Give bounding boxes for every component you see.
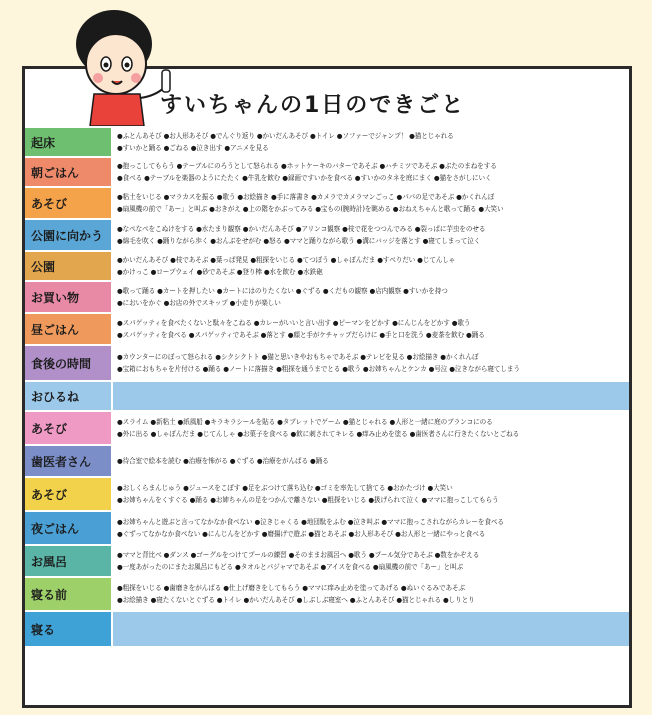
activity-line: ●おしくらまんじゅう ●ジュースをこぼす ●足をぶつけて落ち込む ●ゴミを率先して捨てる ●おかたづけ ●大笑い <box>117 484 453 492</box>
activity-line: ●食べる ●テーブルを楽器のようにたたく ●牛乳を飲む ●録画ですいかを食べる ●すいかのタネを庭にまく ●猫をさがしにいく <box>117 174 492 182</box>
activity-line: ●かけっこ ●ロープウェイ ●砂であそぶ ●登り棒 ●水を飲む ●水鉄砲 <box>117 268 323 276</box>
activity-line: ●ふとんあそび ●お人形あそび ●でんぐり返り ●かいだんあそび ●トイレ ●ソファーでジャンプ！ ●猫とじゃれる <box>117 132 454 140</box>
row-activities <box>111 446 629 476</box>
row-label: 昼ごはん <box>25 314 111 344</box>
activity-line: ●宝箱におもちゃを片付ける ●踊る ●ノートに落描き ●粗探を通うまでとる ●歌う ●お姉ちゃんとケンカ ●号泣 ●泣きながら寝てしまう <box>117 365 520 373</box>
row-label: 夜ごはん <box>25 512 111 544</box>
activity-line: ●においをかぐ ●お店の外でスキップ ●小走りが楽しい <box>117 299 281 307</box>
row-label: 寝る前 <box>25 578 111 610</box>
schedule-row <box>25 544 629 576</box>
activity-line: ●綿毛を吹く ●踊りながら歩く ●おんぶをせがむ ●怒る ●ママと踊りながら歌う ●溝にバッジを落とす ●寝てしまって泣く <box>117 237 481 245</box>
row-activities <box>111 128 629 156</box>
row-label: 公園 <box>25 252 111 280</box>
activity-line: ●一度あがったのにまたお風呂にもどる ●タオルとパジャマであそぶ ●アイスを食べる ●扇風機の前で「あー」と叫ぶ <box>117 563 464 571</box>
schedule-row <box>25 380 629 410</box>
row-activities <box>111 412 629 444</box>
row-activities <box>111 220 629 250</box>
schedule-row <box>25 186 629 218</box>
activity-line: ●お姉ちゃんと遊ぶと言ってなかなか食べない ●泣きじゃくる ●地団駄をふむ ●泣き叫ぶ ●ママに抱っこされながらカレーを食べる <box>117 518 504 526</box>
schedule-row <box>25 250 629 280</box>
activity-line: ●ママと背比べ ●ダンス ●ゴーグルをつけてプールの練習 ●そのままお風呂へ ●歌う ●プール気分であそぶ ●数をかぞえる <box>117 551 480 559</box>
activity-line: ●なぺなぺをこぬけをする ●水たまり観察 ●かいだんあそび ●アリンコ観察 ●枝で花をつつんでみる ●裂っぱに芋虫をのせる <box>117 225 486 233</box>
row-activities <box>111 578 629 610</box>
schedule-row <box>25 126 629 156</box>
row-label: あそび <box>25 412 111 444</box>
row-label: あそび <box>25 188 111 218</box>
row-activities <box>111 158 629 186</box>
row-activities <box>111 252 629 280</box>
row-label: お買い物 <box>25 282 111 312</box>
activity-line: ●お絵描き ●寝たくないとぐずる ●トイレ ●かいだんあそび ●しぶしぶ寝室へ ●ふとんあそび ●猫とじゃれる ●しりとり <box>117 596 475 604</box>
row-label: 歯医者さん <box>25 446 111 476</box>
activity-line: ●すいかと踊る ●ごねる ●泣き出す ●アニメを見る <box>117 144 269 152</box>
row-label: おひるね <box>25 382 111 410</box>
activity-line: ●待合室で絵本を読む ●治療を怖がる ●ぐずる ●治療をがんばる ●踊る <box>117 457 329 465</box>
row-label: 寝る <box>25 612 111 646</box>
activity-line: ●カウンターにのぼって怒られる ●シクシクトト ●猫と思いきやおもちゃであそぶ ●テレビを見る ●お絵描き ●かくれんぼ <box>117 353 479 361</box>
activity-line: ●お姉ちゃんをくすぐる ●踊る ●お姉ちゃんの足をつかんで離さない ●粗探をいじる ●扱げられて泣く ●ママに抱っこしてもらう <box>117 496 499 504</box>
row-label: 起床 <box>25 128 111 156</box>
schedule-row <box>25 344 629 380</box>
schedule-row <box>25 156 629 186</box>
activity-line: ●抱っこしてもらう ●テーブルにのろうとして怒られる ●ホットケーキのバターであそぶ ●ハチミツであそぶ ●ぶたのまねをする <box>117 162 497 170</box>
row-label: 朝ごはん <box>25 158 111 186</box>
schedule-row <box>25 410 629 444</box>
schedule-table <box>25 126 629 646</box>
row-activities <box>111 612 629 646</box>
row-label: あそび <box>25 478 111 510</box>
schedule-row <box>25 218 629 250</box>
row-activities <box>111 314 629 344</box>
activity-line: ●スパゲッティを食べる ●スパゲッティであそぶ ●落とす ●顔と手がケチャップだらけに ●手と口を洗う ●麦茶を飲む ●踊る <box>117 331 485 339</box>
row-activities <box>111 512 629 544</box>
activity-line: ●スライム ●新粘土 ●紙風船 ●キラキラシールを貼る ●タブレットでゲーム ●猫とじゃれる ●人形と一緒に庭のブランコにのる <box>117 418 493 426</box>
activity-line: ●ぐずってなかなか食べない ●にんじんをどかす ●磨揚げで遊ぶ ●猫とあそぶ ●お人形あそび ●お人形と一緒にやっと食べる <box>117 530 486 538</box>
activity-line: ●歌って踊る ●カートを押したい ●カートにはのりたくない ●ぐずる ●くだもの観察 ●店内観察 ●すいかを持つ <box>117 287 448 295</box>
row-activities <box>111 546 629 576</box>
schedule-row <box>25 312 629 344</box>
schedule-row <box>25 576 629 610</box>
row-activities <box>111 382 629 410</box>
activity-line: ●扇風機の前で「あー」と叫ぶ ●おきがえ ●上の階をかぶってみる ●宝もの(腕時計)を眺める ●おねえちゃんと歌って踊る ●大笑い <box>117 205 504 213</box>
activity-line: ●スパゲッティを食べたくないと駄々をこねる ●カレーがいいと言い出す ●ピーマンをどかす ●にんじんをどかす ●歌う <box>117 319 471 327</box>
activity-line: ●粗探をいじる ●歯磨きをがんばる ●仕上げ磨きをしてもらう ●ママに痒み止めを塗ってあげる ●ぬいぐるみであそぶ <box>117 584 465 592</box>
schedule-row <box>25 280 629 312</box>
activity-line: ●外に出る ●しゃぼんだま ●じてんしゃ ●お菓子を食べる ●飲に刺されてキレる ●痒み止めを塗る ●歯医者さんに行きたくないとごねる <box>117 430 520 438</box>
row-activities <box>111 282 629 312</box>
schedule-row <box>25 476 629 510</box>
row-label: 公園に向かう <box>25 220 111 250</box>
activity-line: ●粘土をいじる ●マラカスを振る ●歌う ●お絵描き ●手に落書き ●カメラでカメラマンごっこ ●パパの足であそぶ ●かくれんぼ <box>117 193 495 201</box>
row-label: お風呂 <box>25 546 111 576</box>
schedule-row <box>25 444 629 476</box>
row-activities <box>111 346 629 380</box>
row-activities <box>111 478 629 510</box>
row-activities <box>111 188 629 218</box>
activity-line: ●かいだんあそび ●枝であそぶ ●葉っぱ発見 ●粗探をいじる ●てつぼう ●しゃぼんだま ●すべりだい ●じてんしゃ <box>117 256 456 264</box>
row-label: 食後の時間 <box>25 346 111 380</box>
schedule-row <box>25 510 629 544</box>
schedule-row <box>25 610 629 646</box>
page-title: すいちゃんの1日のできごと <box>160 93 466 118</box>
